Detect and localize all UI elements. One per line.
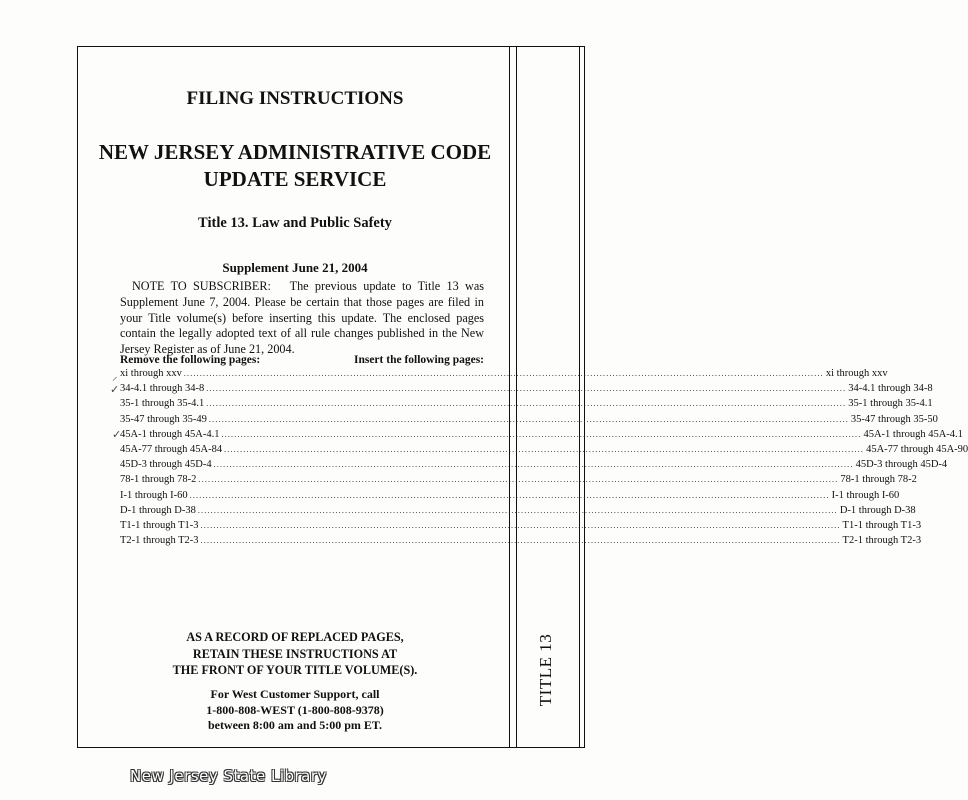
insert-pages: I-1 through I-60 [831,489,900,501]
insert-header: Insert the following pages: [353,354,484,366]
insert-pages: 34-4.1 through 34-8 [848,383,933,395]
page-row [120,519,922,535]
record-line3: THE FRONT OF YOUR TITLE VOLUME(S). [172,663,418,677]
page-row [120,413,938,429]
record-line1: AS A RECORD OF REPLACED PAGES, [186,630,404,644]
leader-dots: ........................................................................................................................................................................................................ [200,536,841,546]
insert-pages: T2-1 through T2-3 [842,535,922,547]
leader-dots: ........................................................................................................................................................................................................ [197,505,838,515]
support-line2: 1-800-808-WEST (1-800-808-9378) [206,702,384,717]
remove-header: Remove the following pages: [120,354,261,366]
code-heading [80,139,510,193]
subscriber-note [120,279,484,358]
remove-pages: 45A-77 through 45A-84 [120,443,223,455]
leader-dots: ........................................................................................................................................................................................................ [213,460,854,470]
leader-dots: ........................................................................................................................................................................................................ [206,384,847,394]
page-row [120,398,933,413]
remove-pages: T2-1 through T2-3 [120,535,199,547]
title-tab [515,625,577,715]
page-row [120,383,933,398]
support-line3: between 8:00 am and 5:00 pm ET. [207,718,383,732]
note-body: The previous update to Title 13 was Supplement June 7, 2004. Please be certain that those pages are filed in your Title volume(s) before inserting this update. The enclosed pages contain the legally adopted text of all rule changes published in the New Jersey Register as of June 21, 2004. [120,279,485,357]
page-row [120,428,963,444]
page-row [120,459,948,474]
check-mark-icon: ✓ [112,429,122,441]
remove-pages: xi through xxv [120,368,182,379]
leader-dots: ........................................................................................................................................................................................................ [208,414,849,424]
remove-pages: I-1 through I-60 [120,489,188,501]
code-heading-line2: UPDATE SERVICE [203,167,387,191]
remove-pages: 35-1 through 35-4.1 [120,398,205,410]
customer-support [80,687,510,734]
library-stamp: New Jersey State Library [130,767,327,785]
check-mark-icon: ✓ [110,384,120,396]
leader-dots: ........................................................................................................................................................................................................ [224,444,865,454]
title-tab-label: TITLE 13 [536,633,556,707]
filing-instructions-heading: FILING INSTRUCTIONS [186,88,404,109]
remove-pages: 45A-1 through 45A-4.1 [120,428,220,440]
page-list-header [120,354,484,366]
page-row [120,489,900,505]
remove-pages: 35-47 through 35-49 [120,413,207,425]
leader-dots: ........................................................................................................................................................................................................ [198,475,839,485]
code-heading-line1: NEW JERSEY ADMINISTRATIVE CODE [98,140,492,164]
insert-pages: D-1 through D-38 [839,504,916,516]
insert-pages: 78-1 through 78-2 [840,474,917,486]
page-list [120,354,968,550]
remove-pages: D-1 through D-38 [120,504,196,516]
remove-pages: 34-4.1 through 34-8 [120,383,205,395]
insert-pages: 35-47 through 35-50 [850,413,938,425]
page-row [120,535,922,550]
note-label: NOTE TO SUBSCRIBER: [132,279,271,293]
insert-pages: 45D-3 through 45D-4 [855,459,948,471]
page-row [120,443,968,459]
insert-pages: xi through xxv [825,368,888,379]
supplement-heading: Supplement June 21, 2004 [222,260,368,275]
page-row [120,504,916,520]
record-line2: RETAIN THESE INSTRUCTIONS AT [192,646,398,661]
leader-dots: ........................................................................................................................................................................................................ [189,490,830,500]
insert-pages: T1-1 through T1-3 [842,519,922,531]
check-mark-icon: ⸝ [112,371,118,383]
support-line1: For West Customer Support, call [210,687,380,701]
title-heading: Title 13. Law and Public Safety [198,215,392,231]
leader-dots: ........................................................................................................................................................................................................ [200,520,841,530]
insert-pages: 35-1 through 35-4.1 [848,398,933,410]
remove-pages: 45D-3 through 45D-4 [120,459,212,471]
page-rows [120,368,968,550]
leader-dots: ........................................................................................................................................................................................................ [221,429,862,439]
insert-pages: 45A-1 through 45A-4.1 [863,428,963,440]
leader-dots: ........................................................................................................................................................................................................ [183,369,824,378]
insert-pages: 45A-77 through 45A-90 [866,443,968,455]
remove-pages: T1-1 through T1-3 [120,519,199,531]
page-row [120,474,917,489]
page-row [120,368,888,383]
remove-pages: 78-1 through 78-2 [120,474,197,486]
record-notice [80,629,510,679]
leader-dots: ........................................................................................................................................................................................................ [206,399,847,409]
